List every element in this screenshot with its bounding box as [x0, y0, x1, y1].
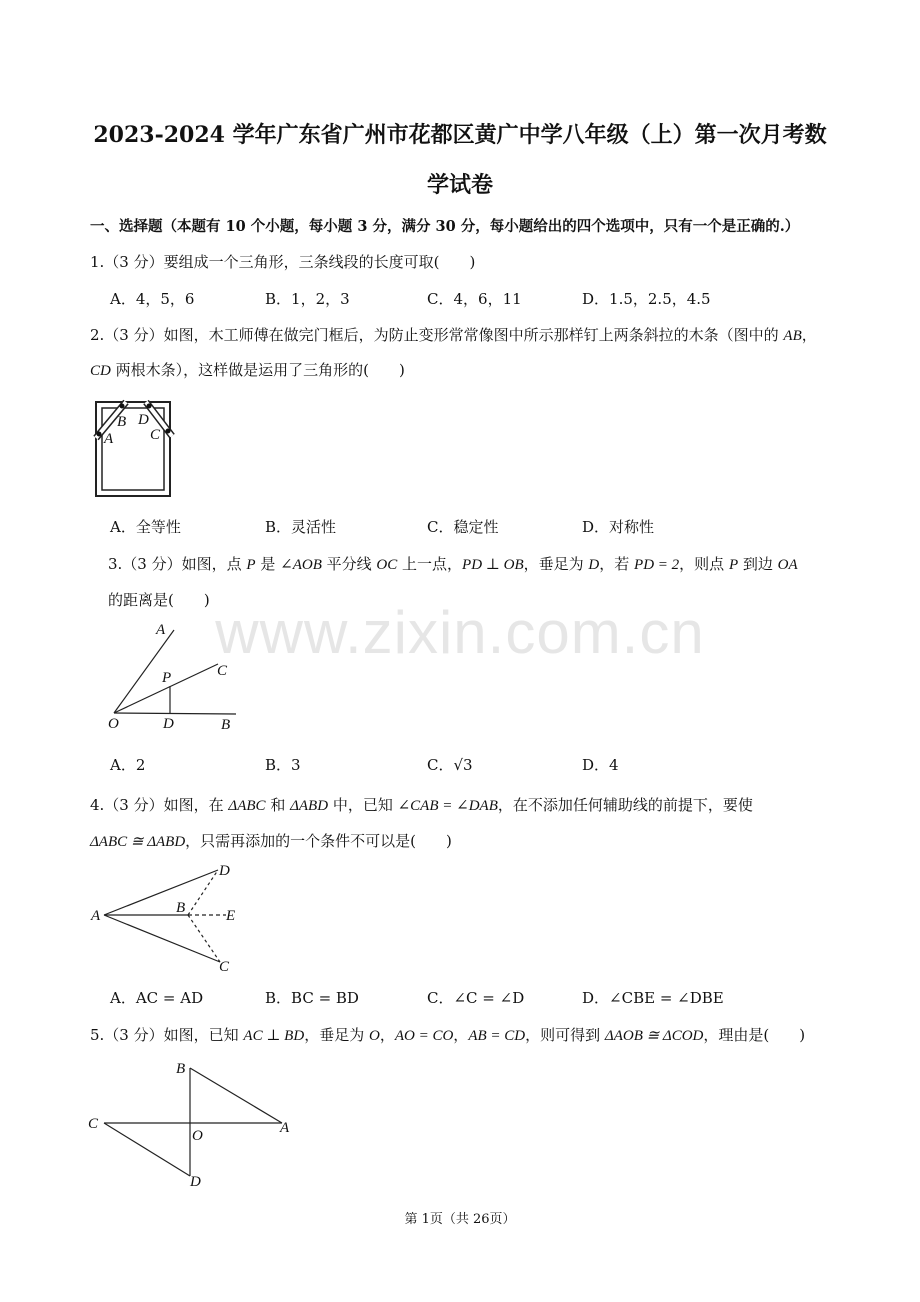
q5-label-c: C	[88, 1116, 99, 1132]
question-1-option-d: D．1.5，2.5，4.5	[582, 290, 711, 308]
q3-t6: ，若	[599, 555, 635, 573]
segment-ac	[104, 915, 220, 962]
q2-text-a: 2.（3 分）如图，木工师傅在做完门框后，为防止变形常常像图中所示那样钉上两条斜拉的木条（图中的	[90, 326, 784, 344]
q5-m-cong: ΔAOB ≅ ΔCOD	[604, 1028, 704, 1044]
q4-t3: 中，已知	[328, 796, 398, 814]
q5-t4: ，	[453, 1026, 469, 1044]
door-label-a: A	[104, 431, 114, 447]
q5-t1: 5.（3 分）如图，已知	[90, 1026, 244, 1044]
q2-text-c: 两根木条），这样做是运用了三角形的( )	[110, 361, 405, 379]
q3-m-pd2: PD = 2	[634, 557, 680, 573]
q3-t1: 3.（3 分）如图，点	[108, 555, 247, 573]
question-3-option-c: C．√3	[427, 756, 473, 774]
question-2-option-c: C．稳定性	[427, 518, 499, 536]
q3-label-c: C	[217, 663, 228, 679]
q4-opt-d: D．∠CBE = ∠DBE	[582, 989, 724, 1007]
q4-t4: ，在不添加任何辅助线的前提下，要使	[497, 796, 753, 814]
question-3-option-b: B．3	[265, 756, 301, 774]
question-4-option-c	[427, 987, 524, 1008]
segment-ba	[190, 1068, 282, 1123]
q4-label-b: B	[176, 900, 186, 916]
q4-label-c: C	[219, 959, 230, 975]
question-4-option-b	[265, 987, 359, 1008]
q2-text-b: ，	[801, 326, 817, 344]
question-2-option-b: B．灵活性	[265, 518, 337, 536]
q3-t3: 平分线	[321, 555, 377, 573]
q4-t1: 4.（3 分）如图，在	[90, 796, 229, 814]
question-3-option-d: D．4	[582, 756, 619, 774]
section-header-choice: 一、选择题（本题有 10 个小题，每小题 3 分，满分 30 分，每小题给出的四个选项中，只有一个是正确的.）	[90, 218, 800, 235]
triangles-abc-abd-figure	[88, 858, 248, 978]
q3-m-oc: OC	[376, 557, 398, 573]
q3-label-o: O	[108, 716, 119, 732]
q3-m-d: D	[588, 557, 600, 573]
q5-m-o: O	[368, 1028, 380, 1044]
q3-m-p: P	[246, 557, 256, 573]
page-footer: 第 1页（共 26页）	[404, 1212, 516, 1227]
segment-ad	[104, 870, 218, 915]
question-1-option-a: A．4，5，6	[110, 290, 195, 308]
q4-m-ang: ∠CAB = ∠DAB	[397, 798, 498, 814]
q2-math-cd: CD	[90, 363, 111, 379]
q3-label-a: A	[156, 622, 166, 638]
question-3-option-a: A．2	[110, 756, 146, 774]
question-1-option-b: B．1，2，3	[265, 290, 350, 308]
door-label-b: B	[117, 414, 127, 430]
q3-t7: ，则点	[679, 555, 729, 573]
question-3-stem-line2: 的距离是( )	[108, 591, 210, 609]
q3-label-p: P	[162, 670, 172, 686]
q5-label-d: D	[190, 1174, 201, 1190]
q4-label-d: D	[219, 863, 230, 879]
question-4-option-d	[582, 987, 724, 1008]
q3-label-d: D	[163, 716, 174, 732]
q3-t2: 是	[255, 555, 281, 573]
segment-bd	[188, 870, 218, 915]
q5-label-o: O	[192, 1128, 203, 1144]
question-4-stem-line2	[90, 830, 452, 851]
q3-t8: 到边	[738, 555, 778, 573]
q4-label-e: E	[226, 908, 236, 924]
q4-label-a: A	[91, 908, 101, 924]
q5-label-a: A	[280, 1120, 290, 1136]
q4-opt-c: C．∠C = ∠D	[427, 989, 525, 1007]
paper-title-line1: 2023-2024 学年广东省广州市花都区黄广中学八年级（上）第一次月考数	[93, 122, 827, 148]
q4-m-abd: ΔABD	[290, 798, 329, 814]
q4-m-cong: ΔABC ≅ ΔABD	[90, 834, 186, 850]
q4-opt-a: A．AC = AD	[110, 989, 204, 1007]
q5-t2: ，垂足为	[304, 1026, 369, 1044]
q3-m-pdob: PD ⊥ OB	[462, 557, 524, 573]
q3-m-aob: ∠AOB	[280, 557, 322, 573]
door-frame-figure	[84, 394, 180, 502]
q5-t6: ，理由是( )	[703, 1026, 806, 1044]
q4-opt-b: B．BC = BD	[265, 989, 359, 1007]
q5-label-b: B	[176, 1061, 186, 1077]
q2-math-ab: AB	[783, 328, 802, 344]
question-4-option-a	[110, 987, 203, 1008]
question-2-option-d: D．对称性	[582, 518, 655, 536]
question-4-stem-line1	[90, 794, 753, 815]
question-5-stem	[90, 1024, 805, 1045]
ray-ob	[114, 713, 236, 714]
question-1-stem: 1.（3 分）要组成一个三角形，三条线段的长度可取( )	[90, 253, 476, 271]
q4-t5: ，只需再添加的一个条件不可以是( )	[185, 832, 452, 850]
q5-m-abcd: AB = CD	[468, 1028, 526, 1044]
q5-t5: ，则可得到	[525, 1026, 605, 1044]
q5-m-acbd: AC ⊥ BD	[243, 1028, 305, 1044]
door-label-d: D	[138, 412, 149, 428]
q5-t3: ，	[379, 1026, 395, 1044]
question-1-option-c: C．4，6，11	[427, 290, 522, 308]
q3-t4: 上一点，	[397, 555, 463, 573]
q3-t5: ，垂足为	[523, 555, 589, 573]
question-2-stem-line1	[90, 324, 817, 345]
q4-t2: 和	[265, 796, 291, 814]
crossed-triangles-figure	[84, 1054, 304, 1190]
segment-cd	[104, 1123, 190, 1176]
paper-title-line2: 学试卷	[426, 172, 493, 198]
q4-m-abc: ΔABC	[228, 798, 266, 814]
q3-m-oa: OA	[777, 557, 798, 573]
door-label-c: C	[150, 427, 161, 443]
question-3-stem-line1	[108, 553, 798, 574]
q3-m-p2: P	[728, 557, 739, 573]
question-2-stem-line2	[90, 359, 405, 380]
q3-label-b: B	[221, 717, 231, 733]
q5-m-aoco: AO = CO	[394, 1028, 454, 1044]
watermark: www.zixin.com.cn	[215, 599, 705, 666]
question-2-option-a: A．全等性	[110, 518, 181, 536]
